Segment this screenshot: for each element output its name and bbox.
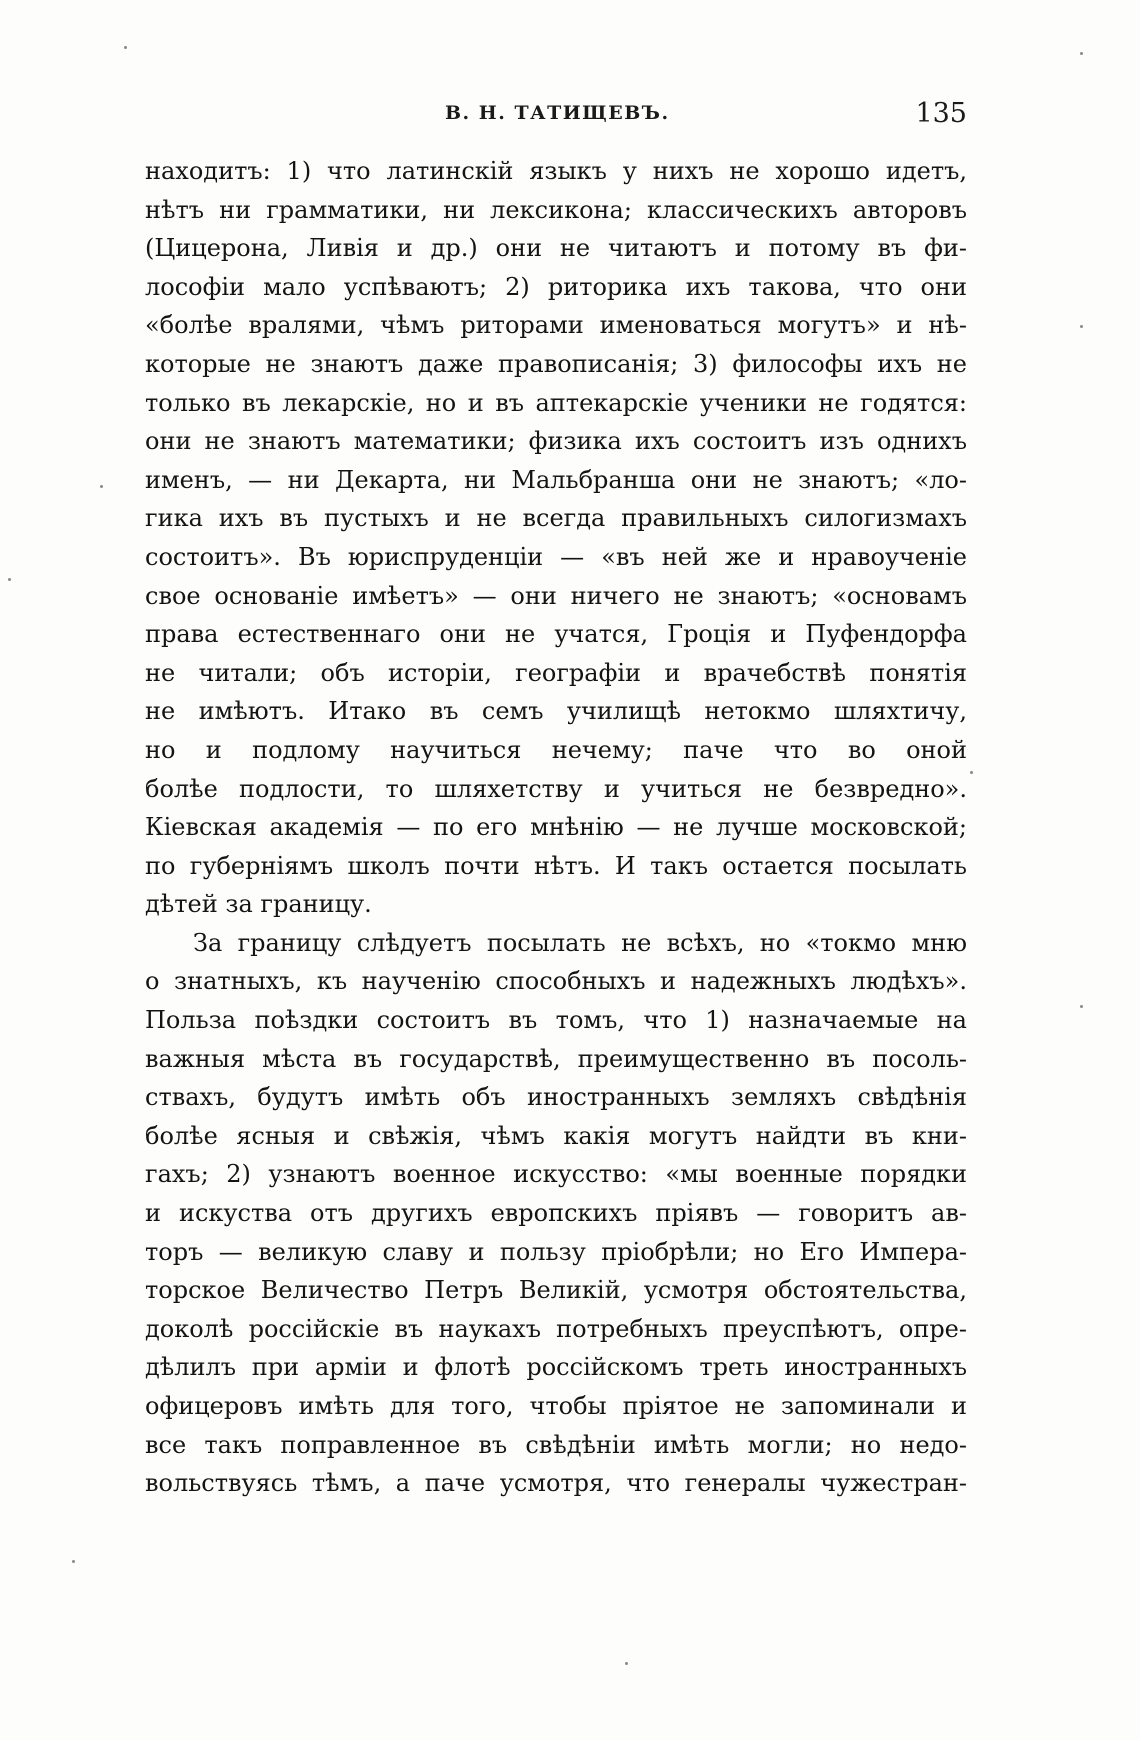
text-line: о знатныхъ, къ наученію способныхъ и надежныхъ людѣхъ». <box>145 967 967 996</box>
text-line: и искуства отъ другихъ европскихъ пріявъ — говоритъ ав- <box>145 1199 967 1228</box>
text-line: состоитъ». Въ юриспруденціи — «въ ней же и нравоученіе <box>145 542 967 571</box>
text-line: только въ лекарскіе, но и въ аптекарскіе ученики не годятся: <box>145 388 967 417</box>
text-line: торское Величество Петръ Великій, усмотря обстоятельства, <box>145 1276 967 1305</box>
text-line: не имѣютъ. Итако въ семъ училищѣ нетокмо шляхтичу, <box>145 697 967 726</box>
text-line: Польза поѣздки состоитъ въ томъ, что 1) назначаемые на <box>145 1006 967 1035</box>
page-number: 135 <box>915 98 967 129</box>
text-line: права естественнаго они не учатся, Гроція и Пуфендорфа <box>145 620 967 649</box>
text-line: (Цицерона, Ливія и др.) они не читаютъ и потому въ фи- <box>145 234 967 263</box>
text-line: лософіи мало успѣваютъ; 2) риторика ихъ такова, что они <box>145 272 967 301</box>
text-line: дѣлилъ при арміи и флотѣ россійскомъ треть иностранныхъ <box>145 1353 967 1382</box>
text-line: офицеровъ имѣть для того, чтобы пріятое не запоминали и <box>145 1392 967 1420</box>
scan-speck <box>1080 325 1083 328</box>
scan-speck <box>100 485 103 488</box>
text-line: но и подлому научиться нечему; паче что во оной <box>145 735 967 764</box>
scan-speck <box>1080 1005 1083 1008</box>
text-line: За границу слѣдуетъ посылать не всѣхъ, но «токмо мню <box>193 928 967 957</box>
text-body <box>145 152 967 1503</box>
text-line: которые не знаютъ даже правописанія; 3) философы ихъ не <box>145 349 967 378</box>
text-line: торъ — великую славу и пользу пріобрѣли; но Его Импера- <box>145 1237 967 1266</box>
paragraph-1 <box>145 152 967 924</box>
text-line: находитъ: 1) что латинскій языкъ у нихъ не хорошо идетъ, <box>145 157 967 185</box>
text-line: дѣтей за границу. <box>145 890 372 919</box>
running-head <box>145 98 967 138</box>
scan-speck <box>625 1662 628 1665</box>
scan-speck <box>970 771 973 774</box>
text-line: свое основаніе имѣетъ» — они ничего не знаютъ; «основамъ <box>145 581 967 610</box>
scan-speck <box>124 46 127 49</box>
text-line: важныя мѣста въ государствѣ, преимущественно въ посоль- <box>145 1044 967 1073</box>
text-line: они не знаютъ математики; физика ихъ состоитъ изъ однихъ <box>145 427 967 456</box>
scan-speck <box>8 578 11 581</box>
text-line: не читали; объ исторіи, географіи и врачебствѣ понятія <box>145 658 967 687</box>
text-line: доколѣ россійскіе въ наукахъ потребныхъ преуспѣютъ, опре- <box>145 1314 967 1343</box>
running-head-title: В. Н. ТАТИЩЕВЪ. <box>445 102 670 124</box>
text-line: болѣе подлости, то шляхетству и учиться не безвредно». <box>145 774 967 803</box>
scan-speck <box>1080 52 1083 55</box>
text-line: по губерніямъ школъ почти нѣтъ. И такъ остается посылать <box>145 851 967 880</box>
text-line: нѣтъ ни грамматики, ни лексикона; классическихъ авторовъ <box>145 195 967 224</box>
scan-speck <box>72 1560 75 1563</box>
paragraph-2 <box>145 924 967 1503</box>
text-line: гахъ; 2) узнаютъ военное искусство: «мы военные порядки <box>145 1160 967 1189</box>
text-line: Кіевская академія — по его мнѣнію — не лучше московской; <box>145 813 967 842</box>
text-line: все такъ поправленное въ свѣдѣніи имѣть могли; но недо- <box>145 1430 967 1459</box>
text-line: гика ихъ въ пустыхъ и не всегда правильныхъ силогизмахъ <box>145 504 967 533</box>
text-line: болѣе ясныя и свѣжія, чѣмъ какія могутъ найдти въ кни- <box>145 1121 967 1150</box>
text-line: именъ, — ни Декарта, ни Мальбранша они не знаютъ; «ло- <box>145 465 967 494</box>
text-line: ствахъ, будутъ имѣть объ иностранныхъ земляхъ свѣдѣнія <box>145 1083 967 1112</box>
text-line: вольствуясь тѣмъ, а паче усмотря, что генералы чужестран- <box>145 1469 967 1498</box>
text-line: «болѣе вралями, чѣмъ риторами именоваться могутъ» и нѣ- <box>145 311 967 340</box>
